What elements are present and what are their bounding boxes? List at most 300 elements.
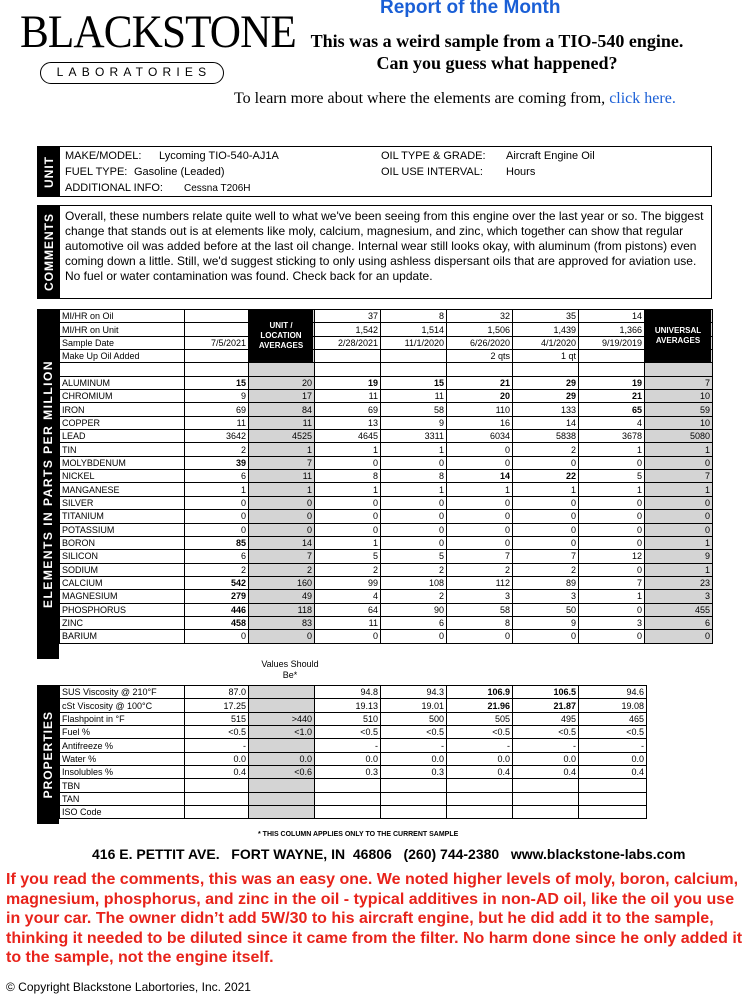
fuel-type-value: Gasoline (Leaded) [134,166,225,178]
history-cell: 0 [381,510,447,523]
unit-average-cell: 2 [249,563,315,576]
history-cell: 0 [513,630,579,643]
properties-sidebar [37,685,59,824]
current-sample-cell: 9 [185,390,249,403]
history-cell [579,806,647,819]
element-row [60,443,713,456]
history-cell: 0.0 [447,752,513,765]
history-cell: 2 qts [447,350,513,363]
property-name: Water % [60,752,185,765]
history-cell: 29 [513,390,579,403]
meta-row [60,336,713,349]
current-sample-cell: 17.25 [185,699,249,712]
current-sample-cell: 446 [185,603,249,616]
history-cell: 7 [513,550,579,563]
unit-average-cell: 1 [249,483,315,496]
spacer-cell [60,363,185,376]
element-row [60,550,713,563]
element-name: PHOSPHORUS [60,603,185,616]
universal-average-cell: 7 [645,470,713,483]
history-cell: 106.9 [447,686,513,699]
element-row [60,630,713,643]
history-cell: 94.6 [579,686,647,699]
history-cell: 37 [315,310,381,323]
current-sample-cell: 1 [185,483,249,496]
element-name: MAGNESIUM [60,590,185,603]
property-name: Flashpoint in °F [60,712,185,725]
history-cell: 0 [579,563,645,576]
element-name: ZINC [60,616,185,629]
logo-subtitle: LABORATORIES [40,62,224,84]
universal-average-cell: 23 [645,576,713,589]
element-row [60,563,713,576]
element-name: TIN [60,443,185,456]
current-sample-cell: 0.4 [185,766,249,779]
current-sample-cell: 39 [185,456,249,469]
history-cell: 510 [315,712,381,725]
element-name: SILVER [60,496,185,509]
property-row [60,779,647,792]
should-be-cell [249,792,315,805]
history-cell: 90 [381,603,447,616]
element-name: NICKEL [60,470,185,483]
history-cell: 19 [579,376,645,389]
element-row [60,390,713,403]
element-name: BARIUM [60,630,185,643]
history-cell: 1 [381,483,447,496]
history-cell: 1 qt [513,350,579,363]
history-cell: 11 [381,390,447,403]
spacer-row [60,363,713,376]
unit-average-cell: 0 [249,496,315,509]
unit-average-cell: 0 [249,510,315,523]
history-cell [579,350,645,363]
element-name: SILICON [60,550,185,563]
element-name: POTASSIUM [60,523,185,536]
history-cell [579,792,647,805]
element-row [60,536,713,549]
logo-wordmark: BLACKSTONE [20,6,296,58]
elements-label: ELEMENTS IN PARTS PER MILLION [41,360,55,608]
learn-more-text: To learn more about where the elements are coming from, [234,90,606,107]
history-cell: 0 [315,496,381,509]
history-cell: <0.5 [315,726,381,739]
should-be-cell: <1.0 [249,726,315,739]
universal-average-cell: 10 [645,416,713,429]
unit-average-cell: 83 [249,616,315,629]
element-row [60,603,713,616]
unit-average-cell: 17 [249,390,315,403]
current-sample-cell [185,350,249,363]
unit-average-cell: 0 [249,630,315,643]
history-cell: 0 [381,496,447,509]
spacer-cell [315,363,381,376]
property-row [60,752,647,765]
should-be-cell: 0.0 [249,752,315,765]
history-cell [513,806,579,819]
element-name: SODIUM [60,563,185,576]
oil-use-value: Hours [506,166,536,178]
history-cell: 465 [579,712,647,725]
history-cell: 94.8 [315,686,381,699]
element-name: LEAD [60,430,185,443]
element-name: ALUMINUM [60,376,185,389]
history-cell: 13 [315,416,381,429]
history-cell: 29 [513,376,579,389]
current-sample-cell: 87.0 [185,686,249,699]
report-title: Report of the Month [380,0,561,18]
spacer-cell [249,363,315,376]
unit-sidebar [38,147,60,196]
history-cell: 0 [315,523,381,536]
history-cell [447,792,513,805]
property-name: Insolubles % [60,766,185,779]
click-here-link[interactable]: click here. [609,90,676,107]
current-sample-cell: 69 [185,403,249,416]
history-cell: 1,542 [315,323,381,336]
blackstone-logo [16,6,296,90]
unit-average-cell: 11 [249,416,315,429]
history-cell: 4645 [315,430,381,443]
history-cell: 58 [381,403,447,416]
history-cell: 108 [381,576,447,589]
history-cell: 14 [513,416,579,429]
history-cell: 1 [315,443,381,456]
history-cell: 7 [447,550,513,563]
universal-average-cell: 1 [645,443,713,456]
oil-type-label: OIL TYPE & GRADE: [381,150,486,162]
history-cell: 1 [315,483,381,496]
elements-sidebar [37,309,59,659]
history-cell: 1 [447,483,513,496]
current-sample-cell: <0.5 [185,726,249,739]
should-be-cell [249,686,315,699]
current-sample-cell [185,792,249,805]
history-cell [579,779,647,792]
unit-average-cell: 118 [249,603,315,616]
additional-info-value: Cessna T206H [184,183,251,194]
current-sample-cell: 515 [185,712,249,725]
history-cell: 14 [447,470,513,483]
element-row [60,470,713,483]
should-be-cell: >440 [249,712,315,725]
history-cell [381,792,447,805]
element-row [60,376,713,389]
history-cell: 2 [381,563,447,576]
universal-average-cell: 6 [645,616,713,629]
history-cell: 0 [579,630,645,643]
history-cell: 6034 [447,430,513,443]
element-row [60,590,713,603]
history-cell: 50 [513,603,579,616]
element-row [60,430,713,443]
history-cell: 0 [447,523,513,536]
property-row [60,806,647,819]
history-cell: 3 [447,590,513,603]
history-cell: 3 [513,590,579,603]
row-label: Sample Date [60,336,185,349]
history-cell: 0 [579,523,645,536]
current-sample-cell: 0.0 [185,752,249,765]
history-cell: 22 [513,470,579,483]
should-be-cell [249,806,315,819]
universal-averages-header: UNIVERSAL AVERAGES [645,310,711,362]
learn-more [234,90,676,108]
history-cell: 0 [315,510,381,523]
element-row [60,576,713,589]
history-cell: 1,506 [447,323,513,336]
history-cell [381,350,447,363]
copyright: © Copyright Blackstone Labortories, Inc. 2021 [6,980,251,994]
unit-averages-header: UNIT / LOCATION AVERAGES [249,310,313,362]
values-should-be: Values Should Be* [261,659,319,680]
history-cell: 11/1/2020 [381,336,447,349]
property-name: TBN [60,779,185,792]
universal-average-cell: 5080 [645,430,713,443]
unit-average-cell: 20 [249,376,315,389]
history-cell: 15 [381,376,447,389]
history-cell: 3678 [579,430,645,443]
meta-row [60,350,713,363]
history-cell: 3 [579,616,645,629]
current-sample-cell [185,323,249,336]
history-cell: 0.3 [315,766,381,779]
property-name: TAN [60,792,185,805]
property-row [60,766,647,779]
property-name: Fuel % [60,726,185,739]
properties-table [59,685,647,819]
unit-average-cell: 14 [249,536,315,549]
element-name: IRON [60,403,185,416]
current-sample-cell [185,779,249,792]
unit-average-cell: 0 [249,523,315,536]
universal-average-cell: 59 [645,403,713,416]
history-cell: 500 [381,712,447,725]
oil-use-label: OIL USE INTERVAL: [381,166,483,178]
property-name: Antifreeze % [60,739,185,752]
history-cell: <0.5 [579,726,647,739]
subtitle-line-2: Can you guess what happened? [376,53,618,73]
universal-average-cell: 7 [645,376,713,389]
history-cell: <0.5 [513,726,579,739]
universal-average-cell: 0 [645,496,713,509]
spacer-cell [381,363,447,376]
history-cell: 110 [447,403,513,416]
lab-address: 416 E. PETTIT AVE. FORT WAYNE, IN 46806 (260) 744-2380 www.blackstone-labs.com [92,846,686,862]
history-cell: - [315,739,381,752]
history-cell: 1 [579,590,645,603]
current-sample-cell: 3642 [185,430,249,443]
element-name: CALCIUM [60,576,185,589]
history-cell: 112 [447,576,513,589]
history-cell: 0.0 [513,752,579,765]
properties-sidebar-wrap [37,685,59,824]
current-sample-cell: 0 [185,510,249,523]
history-cell: 2 [315,563,381,576]
history-cell: 0 [447,443,513,456]
history-cell: 19 [315,376,381,389]
history-cell: 5 [315,550,381,563]
history-cell: 7 [579,576,645,589]
history-cell: 0 [513,536,579,549]
elements-sidebar-wrap [37,309,59,659]
property-row [60,699,647,712]
universal-average-cell: 455 [645,603,713,616]
history-cell: 35 [513,310,579,323]
current-sample-cell: 2 [185,443,249,456]
spacer-cell [185,363,249,376]
history-cell [447,806,513,819]
spacer-cell [447,363,513,376]
property-row [60,726,647,739]
spacer-cell [513,363,579,376]
history-cell [381,806,447,819]
history-cell: 2 [381,590,447,603]
current-sample-cell: 2 [185,563,249,576]
history-cell: <0.5 [381,726,447,739]
history-cell: 21 [447,376,513,389]
current-sample-cell: 15 [185,376,249,389]
row-label: Make Up Oil Added [60,350,185,363]
history-cell: 0 [579,603,645,616]
history-cell: 0.0 [381,752,447,765]
property-name: cSt Viscosity @ 100°C [60,699,185,712]
property-name: SUS Viscosity @ 210°F [60,686,185,699]
properties-label: PROPERTIES [41,710,55,799]
history-cell: 99 [315,576,381,589]
history-cell: 505 [447,712,513,725]
history-cell: 5 [381,550,447,563]
history-cell: 2 [513,443,579,456]
history-cell: 69 [315,403,381,416]
universal-average-cell: 0 [645,456,713,469]
history-cell: 8 [381,470,447,483]
history-cell: 0 [513,456,579,469]
universal-average-cell: 0 [645,510,713,523]
history-cell: 0.4 [579,766,647,779]
history-cell: 0 [579,510,645,523]
history-cell: 495 [513,712,579,725]
current-sample-cell [185,310,249,323]
history-cell: 2/28/2021 [315,336,381,349]
make-model-label: MAKE/MODEL: [65,150,142,162]
history-cell: 106.5 [513,686,579,699]
history-cell [315,350,381,363]
element-row [60,483,713,496]
history-cell: 11 [315,616,381,629]
fuel-type-label: FUEL TYPE: [65,166,128,178]
unit-average-cell: 11 [249,470,315,483]
unit-average-cell: 160 [249,576,315,589]
current-sample-cell: 85 [185,536,249,549]
history-cell: 14 [579,310,645,323]
current-sample-cell: 0 [185,630,249,643]
history-cell: 0.4 [513,766,579,779]
history-cell: 0 [381,523,447,536]
history-cell: 21.87 [513,699,579,712]
history-cell: - [381,739,447,752]
unit-label: UNIT [42,155,56,188]
history-cell: 1 [315,536,381,549]
element-row [60,403,713,416]
history-cell: 0.4 [447,766,513,779]
history-cell: 11 [315,390,381,403]
history-cell: 58 [447,603,513,616]
row-label: MI/HR on Oil [60,310,185,323]
explanation-text: If you read the comments, this was an easy one. We noted higher levels of moly, boron, calcium, magnesium, phosphorus, and zinc in the oil - typical additives in non-AD oil, like the oil you use in your car. The owner didn’t add 5W/30 to his aircraft engine, but he did add it to the sample, thinking it needed to be diluted since it came from the filter. No harm done since he only added it to the sample, not the engine itself. [6,871,743,966]
history-cell: 0 [381,630,447,643]
history-cell [447,779,513,792]
universal-average-cell: 1 [645,563,713,576]
property-name: ISO Code [60,806,185,819]
history-cell: 0.0 [315,752,381,765]
should-be-cell [249,739,315,752]
history-cell: 6/26/2020 [447,336,513,349]
element-name: COPPER [60,416,185,429]
element-name: MOLYBDENUM [60,456,185,469]
current-sample-cell: 0 [185,523,249,536]
history-cell: 1 [579,483,645,496]
history-cell: 0 [447,456,513,469]
history-cell: 5 [579,470,645,483]
current-sample-cell: 6 [185,550,249,563]
history-cell: 1 [579,443,645,456]
unit-average-cell: 4525 [249,430,315,443]
history-cell [381,779,447,792]
history-cell: 0 [315,456,381,469]
column-note: * THIS COLUMN APPLIES ONLY TO THE CURRENT SAMPLE [258,831,459,838]
meta-row [60,310,713,323]
element-row [60,523,713,536]
current-sample-cell: - [185,739,249,752]
universal-average-cell: 0 [645,523,713,536]
current-sample-cell [185,806,249,819]
element-row [60,456,713,469]
history-cell: 1,439 [513,323,579,336]
history-cell [513,792,579,805]
current-sample-cell: 279 [185,590,249,603]
history-cell: 64 [315,603,381,616]
oil-type-value: Aircraft Engine Oil [506,150,595,162]
history-cell: 0 [513,510,579,523]
additional-info-label: ADDITIONAL INFO: [65,182,163,194]
history-cell: <0.5 [447,726,513,739]
row-label: MI/HR on Unit [60,323,185,336]
history-cell: 0 [579,496,645,509]
history-cell: 0 [381,456,447,469]
unit-average-cell: 84 [249,403,315,416]
should-be-cell [249,699,315,712]
element-row [60,616,713,629]
universal-average-cell: 1 [645,536,713,549]
history-cell: 32 [447,310,513,323]
spacer-cell [579,363,645,376]
history-cell [315,792,381,805]
current-sample-cell: 0 [185,496,249,509]
subtitle-line-1: This was a weird sample from a TIO-540 engine. [310,31,684,51]
history-cell: 4 [579,416,645,429]
history-cell: 9 [381,416,447,429]
element-row [60,510,713,523]
history-cell: 19.13 [315,699,381,712]
history-cell: 0 [447,496,513,509]
history-cell: 1,514 [381,323,447,336]
property-row [60,712,647,725]
comments-label: COMMENTS [42,213,56,291]
comments-text: Overall, these numbers relate quite well to what we've been seeing from this engine over the last year or so. The biggest change that stands out is at elements like moly, calcium, magnesium, and zinc, which together can show that regular automotive oil was added before at the last oil change. Internal wear still looks okay, with aluminum (from pistons) even coming down a little. Still, we'd suggest sticking to only using ashless dispersant oils that are approved for aviation use. No fuel or water contamination was found. Check back for an update. [65,209,704,283]
history-cell: 9/19/2019 [579,336,645,349]
history-cell: 3311 [381,430,447,443]
